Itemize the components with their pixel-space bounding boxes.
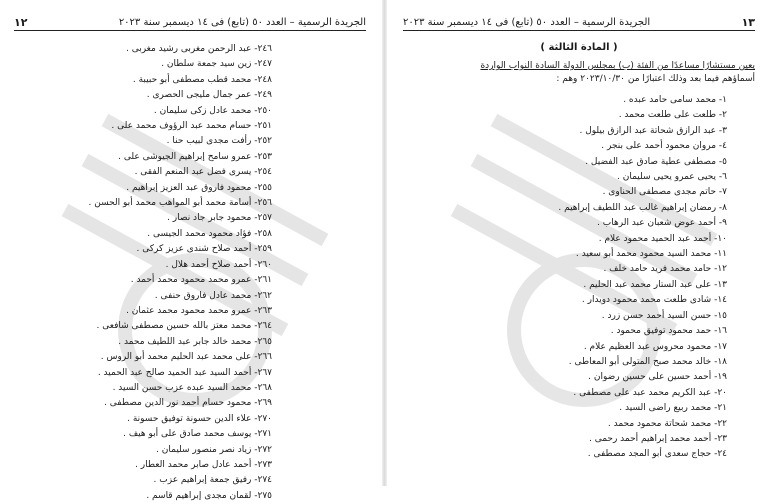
- list-item: ٢٧٣- أحمد عادل صابر محمد العطار .: [135, 459, 272, 470]
- list-item: ١٣- على عبد الستار محمد عبد الحليم .: [583, 279, 727, 290]
- list-item: ٢٦٢- محمد عادل فاروق حنفى .: [154, 290, 272, 301]
- list-item: ١٦- حمد محمود توفيق محمود .: [610, 326, 727, 337]
- page-number: ١٣: [741, 15, 755, 29]
- list-item: ٢٧٤- رفيق جمعة إبراهيم عزب .: [153, 475, 272, 486]
- list-item: ٢٤٦- عبد الرحمن مغربى رشيد مغربى .: [125, 44, 272, 54]
- list-item: ٢٦٦- على محمد عبد الحليم محمد أبو الروس .: [100, 352, 272, 363]
- intro-line: أسماؤهم فيما بعد وذلك اعتبارًا من ٢٠٢٣/١٠/٣٠ وهم :: [556, 74, 755, 84]
- list-item: ٢٠- عبد الكريم محمد عبد على مصطفى .: [573, 387, 727, 398]
- list-item: ٢٤٨- محمد قطب مصطفى أبو حبيبة .: [132, 74, 272, 85]
- list-item: ٤- مروان محمود أحمد على بنجر .: [601, 141, 727, 152]
- list-item: ٢٥٧- محمود جابر جاد نصار .: [167, 213, 272, 224]
- page-header: [403, 14, 755, 31]
- list-item: ١٢- حامد محمد فريد حامد خلف .: [603, 264, 727, 275]
- list-item: ٧- حاتم مجدى مصطفى الحناوى .: [602, 187, 727, 198]
- list-item: ٢٦٩- محمود حسام أحمد نور الدين مصطفى .: [104, 398, 272, 409]
- list-item: ٢٥٥- محمود فاروق عبد العزيز إبراهيم .: [126, 182, 272, 193]
- list-item: ٢٥٩- أحمد صلاح شندى عزيز كركى .: [136, 244, 272, 255]
- list-item: ٢٦٥- محمد خالد جابر عبد اللطيف محمد .: [118, 336, 272, 347]
- list-item: ١١- محمد السيد محمود محمد أبو سعيد .: [575, 249, 727, 260]
- list-item: ٦- يحيى عمرو يحيى سليمان .: [617, 172, 727, 183]
- list-item: ٢٤٩- عمر جمال مليجى الحصرى .: [146, 90, 272, 101]
- list-item: ٢٥٦- أسامة محمد أبو المواهب محمد أبو الحسن .: [88, 198, 272, 209]
- list-item: ٢٥٢- رأفت مجدى لبيب حنا .: [166, 136, 272, 147]
- list-item: ١٩- أحمد حسين على حسين رضوان .: [588, 372, 727, 383]
- list-item: ٣- عبد الرازق شحاتة عبد الرازق بيلول .: [579, 125, 727, 136]
- list-item: ٢٧١- يوسف محمد صادق على أبو هيف .: [123, 429, 272, 440]
- list-item: ٢٤- حجاج سعدى أبو المجد مصطفى .: [587, 449, 727, 460]
- list-item: ٢٦٣- عمرو محمد محمود محمد عثمان .: [126, 305, 272, 316]
- list-item: ٢٥٣- عمرو سامح إبراهيم الجيوشى على .: [118, 151, 272, 162]
- article-title: ( المادة الثالثة ): [540, 42, 618, 53]
- list-item: ٢٥١- حسام محمد عبد الرؤوف محمد على .: [111, 121, 272, 132]
- list-item: ١٤- شادى طلعت محمد محمود دويدار .: [581, 295, 727, 306]
- left-page: [0, 0, 380, 501]
- list-item: ٢٥٠- محمد عادل زكى سليمان .: [153, 105, 272, 116]
- page-number: ١٢: [14, 15, 28, 29]
- list-item: ١٠- أحمد عبد الحميد محمود علام .: [598, 233, 727, 244]
- names-list: [89, 42, 272, 504]
- list-item: ٢٥٨- فؤاد محمود محمد الجيسى .: [147, 228, 272, 239]
- list-item: ٥- مصطفى عطية صادق عبد الفضيل .: [585, 156, 727, 167]
- list-item: ٢٧٥- لقمان مجدى إبراهيم قاسم .: [146, 490, 272, 501]
- list-item: ٢٤٧- زين سيد جمعة سلطان .: [161, 59, 272, 70]
- list-item: ٢٢- محمد شحاتة محمود محمد .: [607, 418, 727, 429]
- book-spine: [382, 0, 387, 486]
- list-item: ٩- أحمد عوض شعبان عبد الرهاب .: [597, 218, 727, 229]
- list-item: ٢٦٨- محمد السيد عبده عزب حسن السيد .: [112, 382, 272, 393]
- list-item: ٢١- محمد ربيع راضى السيد .: [619, 403, 727, 414]
- list-item: ١٧- محمود محروس عبد العظيم علام .: [583, 341, 727, 352]
- list-item: ١- محمد سامى حامد عبده .: [623, 95, 727, 105]
- list-item: ٨- رمضان إبراهيم غالب عبد اللطيف إبراهيم .: [558, 202, 727, 213]
- header-title: الجريدة الرسمية – العدد ٥٠ (تابع) فى ١٤ ديسمبر سنة ٢٠٢٣: [118, 16, 366, 28]
- intro-paragraph: [403, 60, 755, 86]
- list-item: ١٨- خالد محمد صبح المتولى أبو المعاطى .: [568, 356, 727, 367]
- right-page: [389, 0, 769, 486]
- names-list: [558, 93, 727, 463]
- header-title: الجريدة الرسمية – العدد ٥٠ (تابع) فى ١٤ ديسمبر سنة ٢٠٢٣: [403, 16, 651, 28]
- page-header: [14, 14, 366, 31]
- list-item: ٢٦٤- محمد معتز بالله حسين مصطفى شافعى .: [96, 321, 272, 332]
- intro-line: يعين مستشارًا مساعدًا من الفئة (ب) بمجلس الدولة السادة النواب الواردة: [480, 61, 755, 71]
- list-item: ٢٧٠- علاء الدين حسونة توفيق حسونة .: [127, 413, 272, 424]
- list-item: ٢٧٢- زياد نصر منصور سليمان .: [156, 444, 272, 455]
- list-item: ٢٦٧- أحمد السيد عبد الحميد صالح عبد الحميد .: [97, 367, 272, 378]
- list-item: ٢- طلعت على طلعت محمد .: [618, 110, 727, 121]
- list-item: ٢٣- أحمد محمد إبراهيم أحمد رحمى .: [588, 433, 727, 444]
- list-item: ٢٦١- عمرو محمد محمود محمد أحمد .: [130, 275, 272, 286]
- list-item: ١٥- حسن السيد أحمد حسن زرد .: [601, 310, 727, 321]
- list-item: ٢٦٠- أحمد صلاح أحمد هلال .: [165, 259, 272, 270]
- list-item: ٢٥٤- يسرى فضل عبد المنعم الفقى .: [134, 167, 272, 178]
